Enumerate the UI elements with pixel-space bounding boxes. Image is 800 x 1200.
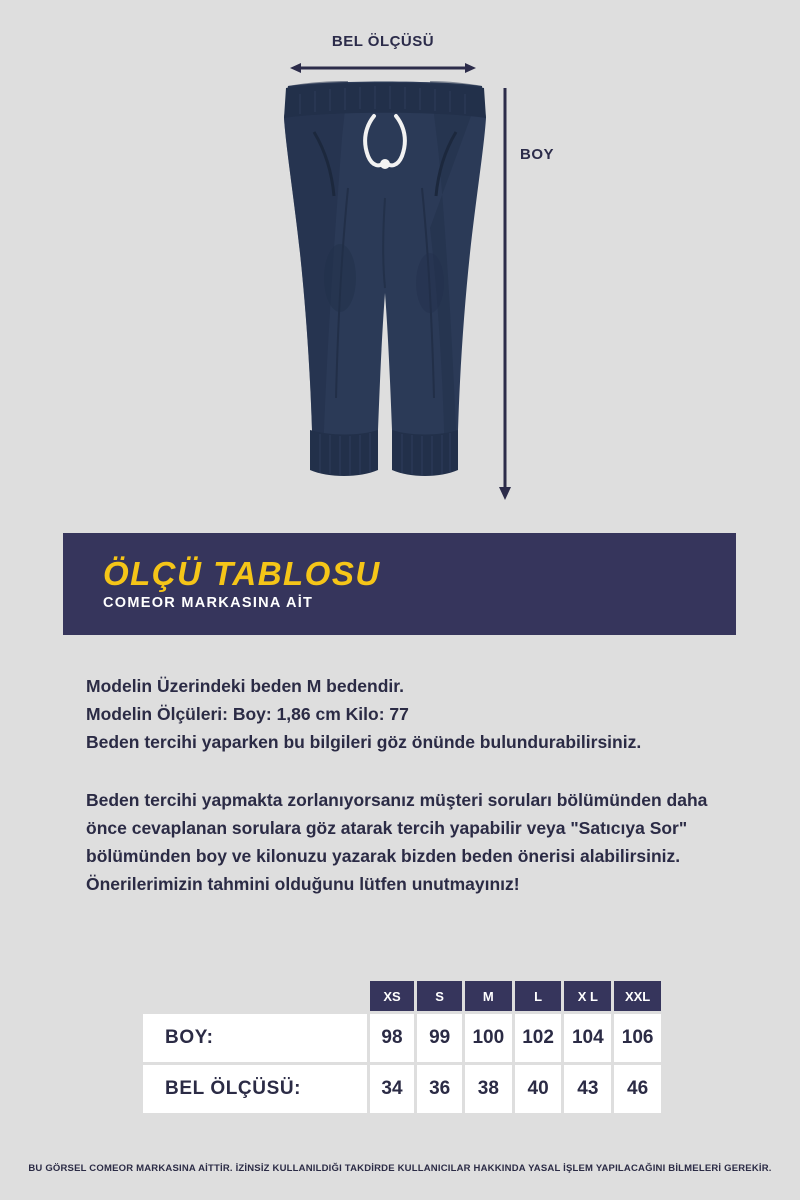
title-banner [63,533,736,635]
bel-m: 38 [465,1065,512,1113]
size-col-m: M [465,981,512,1011]
banner-title: ÖLÇÜ TABLOSU [103,554,381,592]
boy-m: 100 [465,1014,512,1062]
boy-l: 102 [515,1014,562,1062]
row-label-bel: BEL ÖLÇÜSÜ: [143,1065,367,1113]
waist-arrow-icon [290,62,476,74]
banner-subtitle: COMEOR MARKASINA AİT [103,595,314,612]
size-advice-line: Beden tercihi yaparken bu bilgileri göz önünde bulundurabilirsiniz. [86,732,642,752]
info-copy [86,672,746,898]
boy-s: 99 [417,1014,462,1062]
table-header-row [143,981,661,1011]
waist-measure-label: BEL ÖLÇÜSÜ [331,33,435,50]
boy-xs: 98 [370,1014,415,1062]
row-label-boy: BOY: [143,1014,367,1062]
legal-footer: BU GÖRSEL COMEOR MARKASINA AİTTİR. İZİNSİZ KULLANILDIĞI TAKDİRDE KULLANICILAR HAKKINDA YASAL İŞLEM YAPILACAĞINI BİLMELERİ GEREKİR. [28,1163,772,1174]
model-measurements-line: Modelin Ölçüleri: Boy: 1,86 cm Kilo: 77 [86,704,409,724]
table-row [143,1065,661,1113]
size-col-xxl: XXL [614,981,661,1011]
length-measure-label: BOY [520,146,555,163]
product-illustration [0,0,800,530]
jogger-pants-icon [270,78,500,503]
size-help-paragraph: Beden tercihi yapmakta zorlanıyorsanız müşteri soruları bölümünden daha önce cevaplanan sorulara göz atarak tercih yapabilir veya "Satıcıya Sor" bölümünden boy ve kilonuzu yazarak bizden beden önerisi alabilirsiniz. Önerilerimizin tahmini olduğunu lütfen unutmayınız! [86,790,708,894]
size-col-l: L [515,981,562,1011]
size-col-xs: XS [370,981,415,1011]
size-chart-table [140,978,664,1116]
size-col-xl: X L [564,981,611,1011]
bel-xl: 43 [564,1065,611,1113]
bel-xs: 34 [370,1065,415,1113]
header-spacer [143,981,367,1011]
boy-xl: 104 [564,1014,611,1062]
boy-xxl: 106 [614,1014,661,1062]
table-row [143,1014,661,1062]
size-col-s: S [417,981,462,1011]
model-size-line: Modelin Üzerindeki beden M bedendir. [86,676,404,696]
bel-s: 36 [417,1065,462,1113]
bel-l: 40 [515,1065,562,1113]
bel-xxl: 46 [614,1065,661,1113]
